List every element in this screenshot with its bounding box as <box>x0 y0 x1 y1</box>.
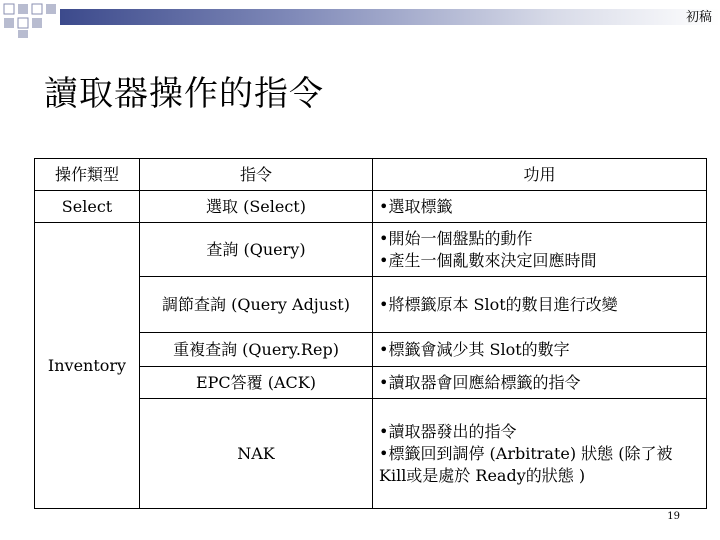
function-line: •產生一個亂數來決定回應時間 <box>379 250 597 270</box>
cell-function-query-adjust <box>373 277 707 333</box>
cell-function-nak <box>373 399 707 509</box>
function-line: •標籤會減少其 Slot的數字 <box>379 339 570 359</box>
command-table <box>34 158 707 509</box>
function-line: •開始一個盤點的動作 <box>379 228 533 248</box>
function-line: •將標籤原本 Slot的數目進行改變 <box>379 294 618 314</box>
cell-command-ack: EPC答覆 (ACK) <box>140 367 373 399</box>
slide-title: 讀取器操作的指令 <box>44 74 324 114</box>
function-line: •選取標籤 <box>379 196 453 216</box>
header-function: 功用 <box>373 159 707 191</box>
draft-label: 初稿 <box>685 10 712 25</box>
header-command: 指令 <box>140 159 373 191</box>
cell-function-query <box>373 223 707 277</box>
header-banner <box>60 9 720 25</box>
cell-command-nak: NAK <box>140 399 373 509</box>
table-row-select <box>35 191 707 223</box>
cell-function-query-rep <box>373 333 707 367</box>
header-operation-type: 操作類型 <box>35 159 140 191</box>
table-row-query <box>35 223 707 277</box>
table-header-row <box>35 159 707 191</box>
cell-command-select: 選取 (Select) <box>140 191 373 223</box>
cell-type-select: Select <box>35 191 140 223</box>
cell-command-query-rep: 重複查詢 (Query.Rep) <box>140 333 373 367</box>
page-number: 19 <box>667 511 680 522</box>
cell-function-ack <box>373 367 707 399</box>
function-line: •讀取器發出的指令 <box>379 421 517 441</box>
function-line: •標籤回到調停 (Arbitrate) 狀態 (除了被 Kill或是處於 Ready的狀態 ) <box>379 443 673 485</box>
function-line: •讀取器會回應給標籤的指令 <box>379 372 581 392</box>
cell-function-select <box>373 191 707 223</box>
cell-type-inventory: Inventory <box>35 223 140 509</box>
cell-command-query-adjust: 調節查詢 (Query Adjust) <box>140 277 373 333</box>
cell-command-query: 查詢 (Query) <box>140 223 373 277</box>
